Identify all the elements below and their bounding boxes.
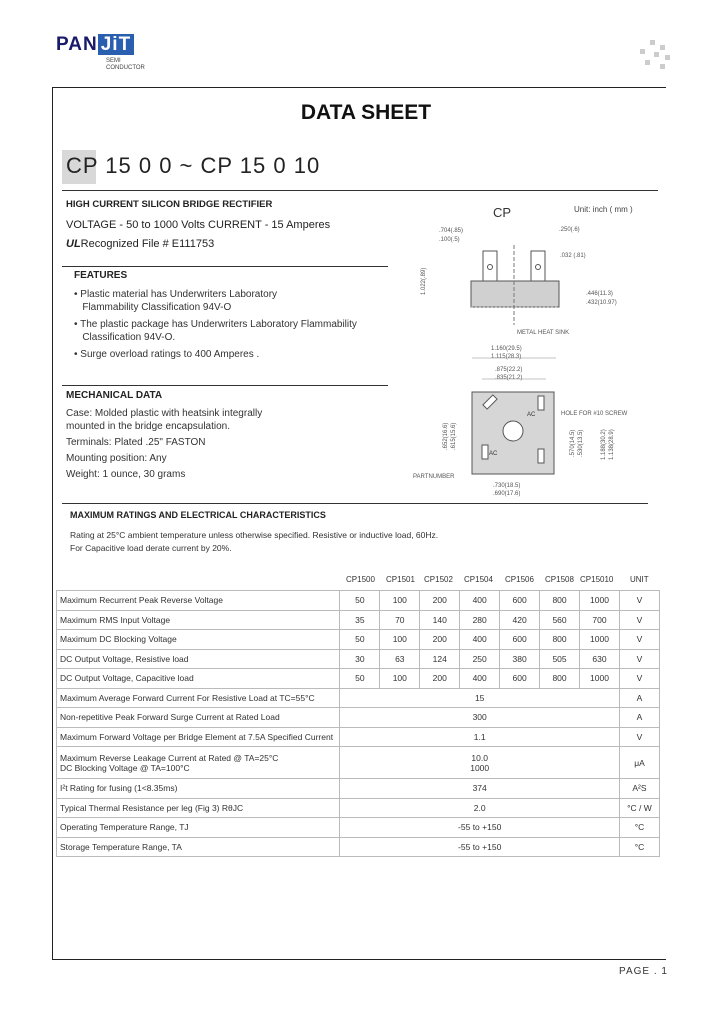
dim-label: .652(16.6) [443, 422, 449, 450]
table-row [57, 688, 660, 708]
mech-case: Case: Molded plastic with heatsink integrally [66, 408, 263, 419]
hole-label: HOLE FOR #10 SCREW [561, 411, 628, 417]
terminal-top [538, 449, 544, 463]
param-cell: Maximum Average Forward Current For Resistive Load at TC=55°C [57, 688, 340, 708]
value-cell: 250 [460, 649, 500, 669]
param-cell: Maximum Forward Voltage per Bridge Element at 7.5A Specified Current [57, 727, 340, 747]
value-cell: 600 [500, 591, 540, 611]
dim-label: 1.160(29.5) [491, 346, 522, 352]
value-cell: 50 [340, 630, 380, 650]
param-cell: DC Output Voltage, Capacitive load [57, 669, 340, 689]
table-row [57, 798, 660, 818]
col-header: CP1502 [424, 575, 453, 584]
value-cell: 35 [340, 610, 380, 630]
table-row [57, 818, 660, 838]
dim-label: .730(18.5) [493, 483, 521, 489]
param-line: DC Blocking Voltage @ TA=100°C [60, 762, 190, 773]
recognized-line [66, 238, 214, 250]
terminal-top [482, 445, 488, 459]
value-cell: 505 [540, 649, 580, 669]
value-cell: 700 [580, 610, 620, 630]
value-cell: 30 [340, 649, 380, 669]
dim-label: 1.188(30.2) [601, 429, 607, 460]
table-row [57, 649, 660, 669]
value-cell: 800 [540, 669, 580, 689]
unit-cell: A²S [619, 779, 659, 799]
decorative-dots [636, 40, 672, 70]
ratings-table [56, 590, 660, 857]
param-cell: Maximum Recurrent Peak Reverse Voltage [57, 591, 340, 611]
dim-label: .100(.5) [439, 237, 460, 243]
param-cell: I²t Rating for fusing (1<8.35ms) [57, 779, 340, 799]
dim-label: .835(21.2) [495, 375, 523, 381]
value-cell: 400 [460, 669, 500, 689]
terminal [531, 251, 545, 281]
table-row [57, 779, 660, 799]
terminal [483, 251, 497, 281]
unit-label: Unit: inch ( mm ) [574, 205, 633, 214]
table-row [57, 630, 660, 650]
table-row [57, 727, 660, 747]
ratings-note: For Capacitive load derate current by 20%. [70, 543, 232, 553]
param-cell: Storage Temperature Range, TA [57, 837, 340, 857]
col-header: UNIT [630, 575, 649, 584]
value-cell: 50 [340, 669, 380, 689]
dim-label: .446(11.3) [586, 291, 613, 297]
recognized-file: Recognized File # E111753 [80, 238, 215, 250]
mech-case2: mounted in the bridge encapsulation. [66, 421, 231, 432]
value-cell: 400 [460, 630, 500, 650]
logo-sub2: CONDUCTOR [106, 65, 145, 71]
param-line: Maximum Reverse Leakage Current at Rated @ TA=25°C [60, 752, 279, 763]
value-line: 1000 [470, 762, 490, 773]
panjit-logo [56, 34, 134, 56]
param-cell [57, 747, 340, 779]
value-cell: 400 [460, 591, 500, 611]
table-row [57, 708, 660, 728]
value-cell: 124 [420, 649, 460, 669]
page-title: DATA SHEET [300, 101, 432, 124]
dim-label: .875(22.2) [495, 367, 523, 373]
value-cell: 100 [380, 630, 420, 650]
col-header: CP1501 [386, 575, 415, 584]
feature-item: • Surge overload ratings to 400 Amperes . [74, 349, 260, 360]
param-cell: Maximum DC Blocking Voltage [57, 630, 340, 650]
pos-label: PARTNUMBER [413, 474, 455, 480]
col-header: CP15010 [580, 575, 614, 584]
value-cell: 420 [500, 610, 540, 630]
page-number: PAGE . 1 [619, 966, 668, 977]
features-list [74, 288, 357, 361]
unit-cell: V [619, 630, 659, 650]
unit-cell: °C / W [619, 798, 659, 818]
dim-label: .250(.6) [559, 227, 580, 233]
feature-item: • The plastic package has Underwriters Laboratory Flammability [74, 319, 357, 330]
unit-cell: °C [619, 818, 659, 838]
value-cell: 15 [340, 688, 620, 708]
value-cell: -55 to +150 [340, 818, 620, 838]
value-cell: 1000 [580, 630, 620, 650]
dim-label: .432(10.97) [586, 300, 617, 306]
col-header: CP1508 [545, 575, 574, 584]
table-row [57, 669, 660, 689]
logo-subtitle [106, 58, 145, 72]
dim-label: 1.115(28.3) [491, 354, 522, 360]
value-cell: 200 [420, 669, 460, 689]
logo-sub1: SEMI [106, 58, 121, 64]
value-cell: 300 [340, 708, 620, 728]
col-header: CP1506 [505, 575, 534, 584]
terminal-hole [536, 265, 541, 270]
features-heading: FEATURES [74, 270, 128, 281]
divider [62, 190, 658, 191]
value-cell: 630 [580, 649, 620, 669]
value-cell: 100 [380, 669, 420, 689]
ac-label: AC [527, 412, 536, 418]
value-cell: 1.1 [340, 727, 620, 747]
value-cell: 63 [380, 649, 420, 669]
dim-label: .530(13.5) [578, 429, 584, 457]
value-cell: 50 [340, 591, 380, 611]
value-cell: 2.0 [340, 798, 620, 818]
value-cell: 380 [500, 649, 540, 669]
feature-item: • Plastic material has Underwriters Laboratory [74, 289, 278, 300]
col-header: CP1504 [464, 575, 493, 584]
table-row [57, 591, 660, 611]
dim-label: 1.138(28.9) [609, 429, 615, 460]
dim-label: .570(14.5) [570, 429, 576, 457]
metal-label: METAL HEAT SINK [517, 330, 570, 336]
value-cell: 800 [540, 591, 580, 611]
value-cell: 200 [420, 630, 460, 650]
value-cell: 600 [500, 669, 540, 689]
value-cell [340, 747, 620, 779]
mech-weight: Weight: 1 ounce, 30 grams [66, 469, 186, 480]
value-cell: 1000 [580, 669, 620, 689]
dim-label: .704(.85) [439, 228, 464, 234]
logo-accent: JiT [98, 34, 134, 55]
terminal-top [538, 396, 544, 410]
mechanical-heading: MECHANICAL DATA [66, 390, 163, 401]
param-cell: Non-repetitive Peak Forward Surge Current at Rated Load [57, 708, 340, 728]
mech-mounting: Mounting position: Any [66, 453, 167, 464]
unit-cell: V [619, 610, 659, 630]
unit-cell: V [619, 727, 659, 747]
param-cell: Typical Thermal Resistance per leg (Fig 3) RθJC [57, 798, 340, 818]
part-number: CP 15 0 0 ~ CP 15 0 10 [66, 153, 321, 178]
divider [62, 266, 388, 267]
param-cell: Maximum RMS Input Voltage [57, 610, 340, 630]
dim-label: .032 (.81) [560, 253, 586, 259]
value-cell: 280 [460, 610, 500, 630]
param-cell: DC Output Voltage, Resistive load [57, 649, 340, 669]
value-cell: 100 [380, 591, 420, 611]
ac-label: AC [489, 451, 498, 457]
feature-item: Flammability Classification 94V-O [74, 302, 232, 313]
unit-cell: V [619, 591, 659, 611]
value-cell: 374 [340, 779, 620, 799]
value-cell: 600 [500, 630, 540, 650]
table-row [57, 747, 660, 779]
unit-cell: °C [619, 837, 659, 857]
value-line: 10.0 [471, 752, 488, 763]
voltage-current: VOLTAGE - 50 to 1000 Volts CURRENT - 15 Amperes [66, 219, 331, 231]
dim-label: .690(17.6) [493, 491, 521, 497]
dim-label: 1.022(.89) [421, 267, 427, 295]
value-cell: 70 [380, 610, 420, 630]
divider [62, 385, 388, 386]
unit-cell: A [619, 708, 659, 728]
value-cell: 800 [540, 630, 580, 650]
col-header: CP1500 [346, 575, 375, 584]
unit-cell: μA [619, 747, 659, 779]
param-cell: Operating Temperature Range, TJ [57, 818, 340, 838]
package-diagram [395, 195, 660, 500]
package-label: CP [493, 205, 512, 220]
mech-terminals: Terminals: Plated .25" FASTON [66, 437, 206, 448]
ratings-heading: MAXIMUM RATINGS AND ELECTRICAL CHARACTERISTICS [70, 510, 326, 520]
unit-cell: V [619, 649, 659, 669]
subtitle: HIGH CURRENT SILICON BRIDGE RECTIFIER [66, 199, 273, 210]
logo-main: PAN [56, 34, 98, 55]
unit-cell: A [619, 688, 659, 708]
unit-cell: V [619, 669, 659, 689]
dim-label: .615(15.6) [451, 422, 457, 450]
feature-item: Classification 94V-O. [74, 332, 176, 343]
value-cell: 560 [540, 610, 580, 630]
terminal-hole [488, 265, 493, 270]
screw-hole [503, 421, 523, 441]
ratings-note: Rating at 25°C ambient temperature unless otherwise specified. Resistive or inductive load, 60Hz. [70, 530, 439, 540]
table-row [57, 610, 660, 630]
divider [62, 503, 648, 504]
package-body [471, 281, 559, 307]
table-row [57, 837, 660, 857]
value-cell: 140 [420, 610, 460, 630]
mechanical-data [66, 407, 262, 481]
value-cell: -55 to +150 [340, 837, 620, 857]
value-cell: 200 [420, 591, 460, 611]
ul-icon: UL [66, 238, 81, 250]
value-cell: 1000 [580, 591, 620, 611]
